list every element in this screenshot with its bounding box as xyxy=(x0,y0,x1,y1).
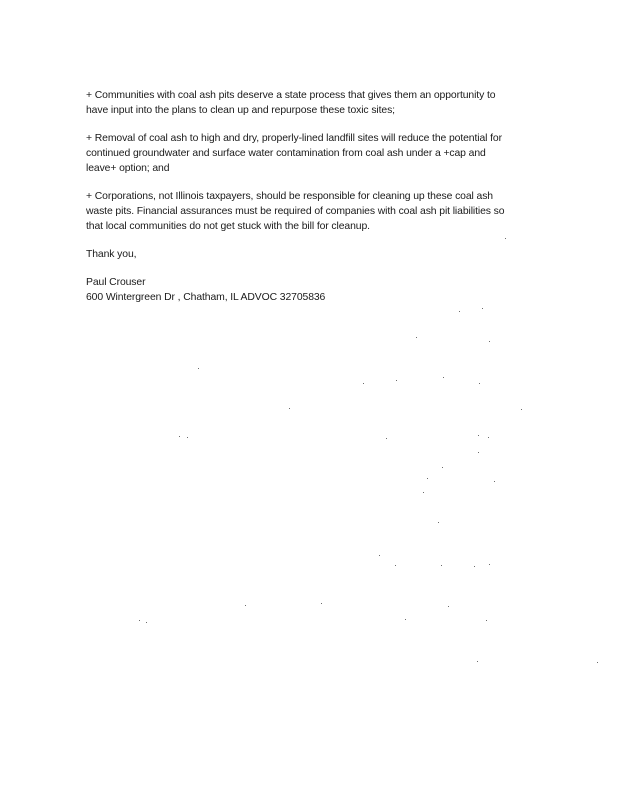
paragraph-community-input xyxy=(86,88,526,118)
signature-name: Paul Crouser xyxy=(86,277,146,288)
text-line: continued groundwater and surface water contamination from coal ash under a +cap and xyxy=(86,148,486,159)
scan-speck xyxy=(379,555,380,556)
scan-speck xyxy=(597,662,598,663)
scan-speck xyxy=(443,377,444,378)
scan-speck xyxy=(139,620,140,621)
scan-speck xyxy=(198,368,199,369)
scan-speck xyxy=(448,606,449,607)
closing-line: Thank you, xyxy=(86,249,137,260)
scan-speck xyxy=(187,437,188,438)
scan-speck xyxy=(396,380,397,381)
paragraph-corporate-responsibility xyxy=(86,189,526,234)
letter-body xyxy=(86,88,526,305)
scan-speck xyxy=(489,341,490,342)
scan-speck xyxy=(482,308,483,309)
text-line: waste pits. Financial assurances must be required of companies with coal ash pit liabilities so xyxy=(86,206,505,217)
scan-speck xyxy=(494,481,495,482)
scan-speck xyxy=(477,661,478,662)
scan-speck xyxy=(245,605,246,606)
scan-speck xyxy=(395,565,396,566)
scan-speck xyxy=(486,620,487,621)
scan-speck xyxy=(488,437,489,438)
signature-block xyxy=(86,275,526,305)
scan-speck xyxy=(363,383,364,384)
scan-speck xyxy=(179,436,180,437)
scan-speck xyxy=(423,492,424,493)
scan-speck xyxy=(478,435,479,436)
scan-speck xyxy=(521,409,522,410)
signature-address: 600 Wintergreen Dr , Chatham, IL ADVOC 32705836 xyxy=(86,292,326,303)
scan-speck xyxy=(441,565,442,566)
scan-speck xyxy=(386,438,387,439)
scan-speck xyxy=(321,603,322,604)
scan-speck xyxy=(505,238,506,239)
scan-speck xyxy=(416,337,417,338)
paragraph-removal-landfill xyxy=(86,131,526,176)
text-line: that local communities do not get stuck with the bill for cleanup. xyxy=(86,221,370,232)
scan-speck xyxy=(438,522,439,523)
text-line: leave+ option; and xyxy=(86,163,170,174)
scan-speck xyxy=(427,478,428,479)
scan-speck xyxy=(289,408,290,409)
text-line: have input into the plans to clean up and repurpose these toxic sites; xyxy=(86,105,395,116)
scan-speck xyxy=(405,619,406,620)
scan-speck xyxy=(478,452,479,453)
scan-speck xyxy=(146,622,147,623)
scan-speck xyxy=(474,566,475,567)
scan-speck xyxy=(459,311,460,312)
text-line: + Communities with coal ash pits deserve a state process that gives them an opportunity to xyxy=(86,90,496,101)
scan-speck xyxy=(489,564,490,565)
scan-speck xyxy=(442,467,443,468)
text-line: + Corporations, not Illinois taxpayers, should be responsible for cleaning up these coal ash xyxy=(86,191,493,202)
scan-speck xyxy=(479,383,480,384)
text-line: + Removal of coal ash to high and dry, properly-lined landfill sites will reduce the potential for xyxy=(86,133,502,144)
